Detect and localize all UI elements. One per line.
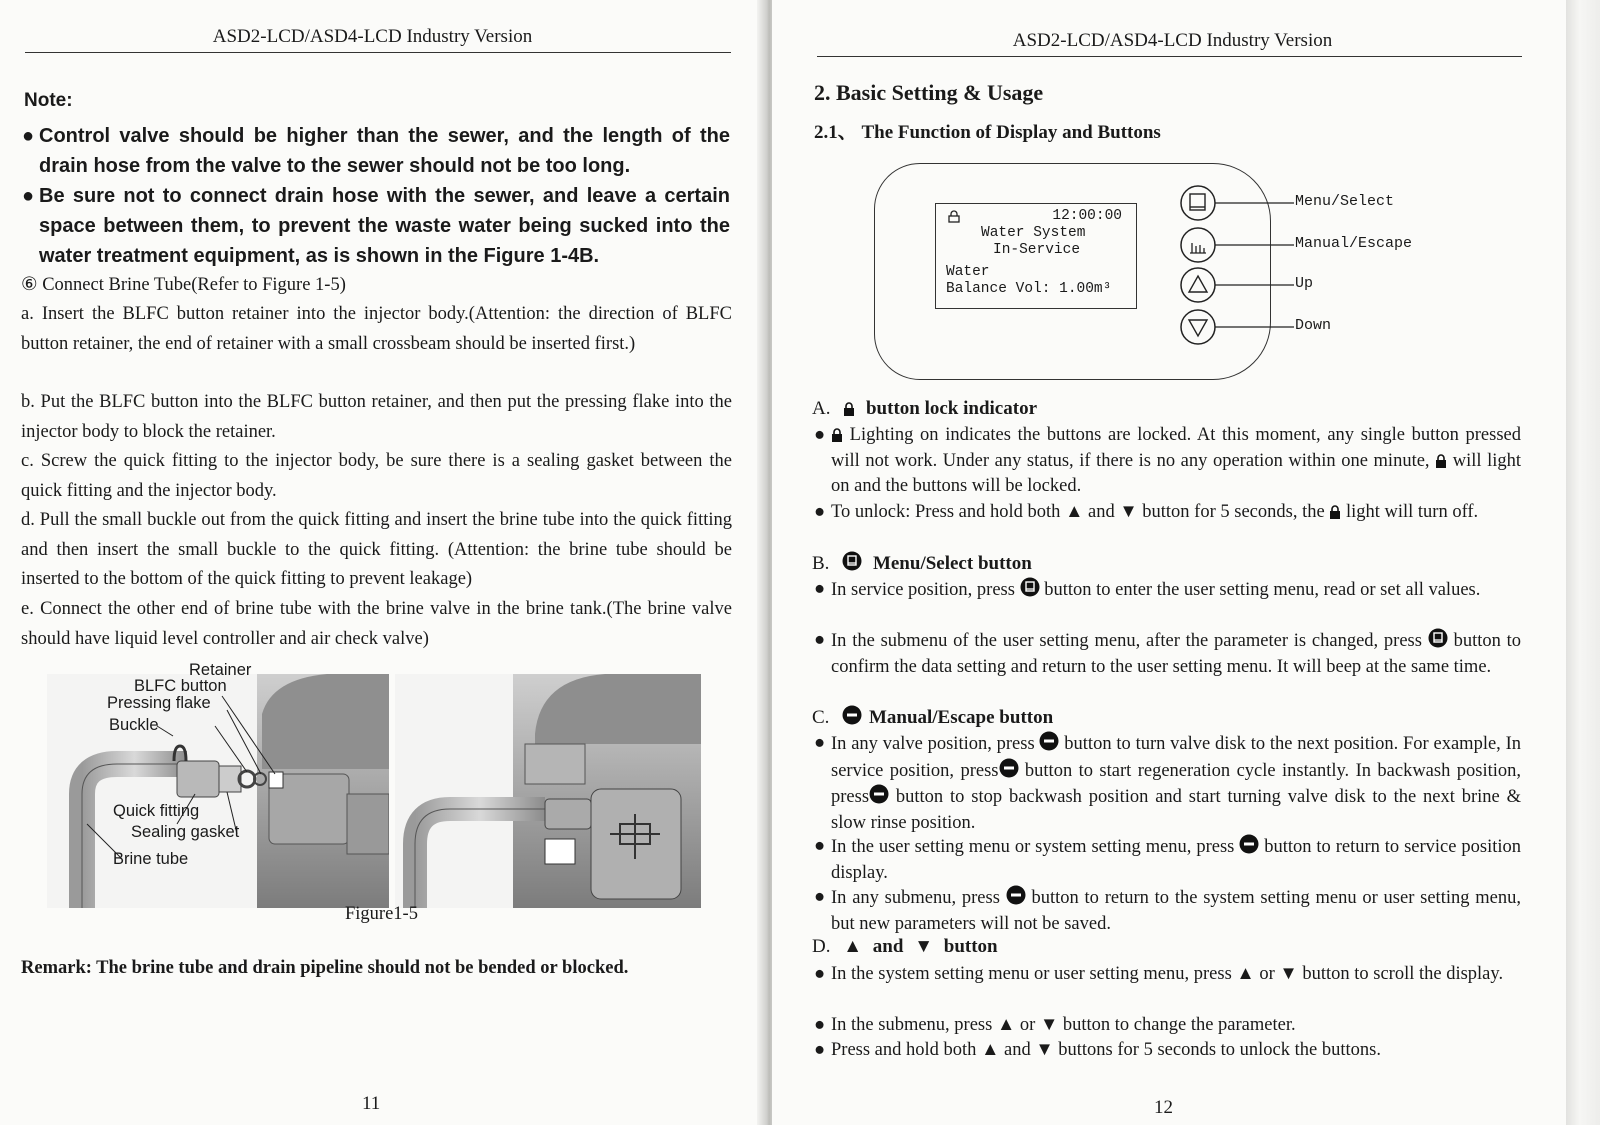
- section-c-heading: C. Manual/Escape button: [812, 707, 1054, 728]
- section-a-bullet-2: ● To unlock: Press and hold both ▲ and ▼ button for 5 seconds, the light will turn off.: [814, 502, 1479, 522]
- menu-select-icon: [1428, 628, 1448, 648]
- manual-escape-icon: [1006, 885, 1026, 905]
- step-a: a. Insert the BLFC button retainer into the injector body.(Attention: the direction of BLFC button retainer, the end of retainer with a small crossbeam should be inserted first.): [21, 304, 732, 354]
- figure-1-5-right-image: [395, 674, 701, 908]
- section-title: 2. Basic Setting & Usage: [814, 80, 1044, 105]
- manual-escape-icon: [1239, 834, 1259, 854]
- label-buckle: Buckle: [109, 716, 159, 734]
- manual-escape-icon: [1039, 731, 1059, 751]
- page-edge: [1566, 0, 1600, 1125]
- down-arrow-icon: ▼: [1279, 964, 1298, 984]
- menu-select-icon: [1020, 577, 1040, 597]
- step-e: e. Connect the other end of brine tube with the brine valve in the brine tank.(The brine valve should have liquid level controller and air check valve): [21, 599, 732, 649]
- up-arrow-icon: ▲: [1065, 502, 1084, 522]
- remark: Remark: The brine tube and drain pipeline should not be bended or blocked.: [21, 958, 629, 978]
- up-arrow-icon: ▲: [843, 936, 863, 957]
- up-arrow-icon: ▲: [981, 1040, 1000, 1060]
- down-arrow-icon: ▼: [1039, 1015, 1059, 1035]
- note-bullet-2: ● Be sure not to connect drain hose with the sewer, and leave a certain space between them, to prevent the waste water being sucked into the water treatment equipment, as is shown in the Figure 1-4B.: [22, 185, 730, 267]
- up-arrow-icon: ▲: [1236, 964, 1255, 984]
- menu-select-button-diagram: [1181, 186, 1294, 220]
- section-d-bullet-1: ● In the system setting menu or user setting menu, press ▲ or ▼ button to scroll the display.: [814, 964, 1504, 984]
- lcd-line-1: Water System: [981, 225, 1086, 241]
- down-arrow-icon: ▼: [1035, 1040, 1054, 1060]
- step-c: c. Screw the quick fitting to the injector body, be sure there is a sealing gasket between the quick fitting and the injector body.: [21, 451, 732, 501]
- up-button-diagram: [1181, 268, 1294, 302]
- label-quick-fitting: Quick fitting: [113, 802, 200, 820]
- lcd-line-3: Water: [946, 264, 990, 280]
- section-a-bullet-1: ● Lighting on indicates the buttons are locked. At this moment, any single button pressed will not work. Under any status, if there is no any operation within one minute, will light on and the buttons will be locked.: [814, 425, 1522, 496]
- label-menu-select: Menu/Select: [1295, 193, 1395, 210]
- section-a-heading: A. button lock indicator: [812, 398, 1038, 419]
- lcd-screen: [935, 203, 1137, 309]
- right-header-rule: [817, 56, 1522, 57]
- left-page-header: ASD2-LCD/ASD4-LCD Industry Version: [212, 26, 533, 47]
- panel-buttons: [1178, 183, 1298, 353]
- lock-icon: [1329, 505, 1341, 519]
- lcd-line-2: In-Service: [993, 242, 1081, 258]
- menu-select-icon: [842, 551, 862, 571]
- label-brine-tube: Brine tube: [113, 850, 189, 868]
- down-button-diagram: [1181, 310, 1294, 344]
- section-b-bullet-2: ● In the submenu of the user setting menu, after the parameter is changed, press button to confirm the data setting and return to the user setting menu. It will beep at the same time.: [814, 630, 1522, 677]
- section-b-bullet-1: ● In service position, press button to enter the user setting menu, read or set all values.: [814, 579, 1481, 600]
- lock-icon: [1435, 454, 1447, 468]
- figure-caption: Figure1-5: [345, 904, 418, 924]
- left-page: [0, 0, 763, 1125]
- section-d-heading: D. ▲ and ▼ button: [812, 936, 998, 957]
- lock-icon: [843, 402, 855, 416]
- note-title: Note:: [24, 90, 73, 111]
- right-page-number: 12: [1154, 1097, 1173, 1118]
- label-pressing-flake: Pressing flake: [107, 694, 211, 712]
- step-d: d. Pull the small buckle out from the quick fitting and insert the brine tube into the quick fitting and then insert the small buckle to the quick fitting. (Attention: the brine tube should be inserted to the bottom of the quick fitting to prevent leakage): [21, 510, 732, 589]
- lcd-line-4: Balance Vol: 1.00m³: [946, 281, 1112, 297]
- down-arrow-icon: ▼: [914, 936, 933, 957]
- left-page-number: 11: [362, 1093, 381, 1114]
- manual-escape-icon: [999, 758, 1019, 778]
- manual-escape-icon: [869, 784, 889, 804]
- right-page-header: ASD2-LCD/ASD4-LCD Industry Version: [1012, 30, 1333, 51]
- left-header-rule: [25, 52, 731, 53]
- lock-icon: [831, 428, 843, 442]
- section-c-bullet-3: ● In any submenu, press button to return to the system setting menu or user setting menu, but new parameters will not be saved.: [814, 887, 1521, 934]
- manual-escape-button-diagram: [1181, 228, 1294, 262]
- section-c-bullet-1: ● In any valve position, press button to turn valve disk to the next position. For example, In service position, press button to start regeneration cycle instantly. In backwash position, press button to stop backwash position and start turning valve disk to the next brine & slow rinse position.: [814, 733, 1522, 833]
- section-d-bullet-2: ● In the submenu, press ▲ or ▼ button to change the parameter.: [814, 1015, 1296, 1035]
- lcd-lock-icon: [948, 210, 960, 223]
- section-d-bullet-3: ● Press and hold both ▲ and ▼ buttons for 5 seconds to unlock the buttons.: [814, 1040, 1381, 1060]
- section-b-heading: B. Menu/Select button: [812, 553, 1032, 574]
- subsection-title: 2.1、 The Function of Display and Buttons: [814, 122, 1161, 143]
- label-retainer: Retainer: [189, 661, 252, 679]
- manual-escape-icon: [842, 705, 862, 725]
- section-c-bullet-2: ● In the user setting menu or system setting menu, press button to return to service position display.: [814, 836, 1521, 883]
- label-manual-escape: Manual/Escape: [1295, 235, 1413, 252]
- step-6-title: ⑥ Connect Brine Tube(Refer to Figure 1-5): [21, 275, 346, 295]
- label-up: Up: [1295, 275, 1314, 292]
- up-arrow-icon: ▲: [996, 1015, 1016, 1035]
- figure-1-5-left-image: [47, 674, 389, 908]
- label-sealing-gasket: Sealing gasket: [131, 823, 240, 841]
- step-b: b. Put the BLFC button into the BLFC button retainer, and then put the pressing flake into the injector body to block the retainer.: [21, 392, 732, 442]
- label-blfc-button: BLFC button: [134, 677, 227, 695]
- note-bullet-1: ● Control valve should be higher than the sewer, and the length of the drain hose from the valve to the sewer should not be too long.: [22, 125, 730, 177]
- label-down: Down: [1295, 317, 1332, 334]
- lcd-time: 12:00:00: [1052, 208, 1122, 224]
- down-arrow-icon: ▼: [1119, 502, 1138, 522]
